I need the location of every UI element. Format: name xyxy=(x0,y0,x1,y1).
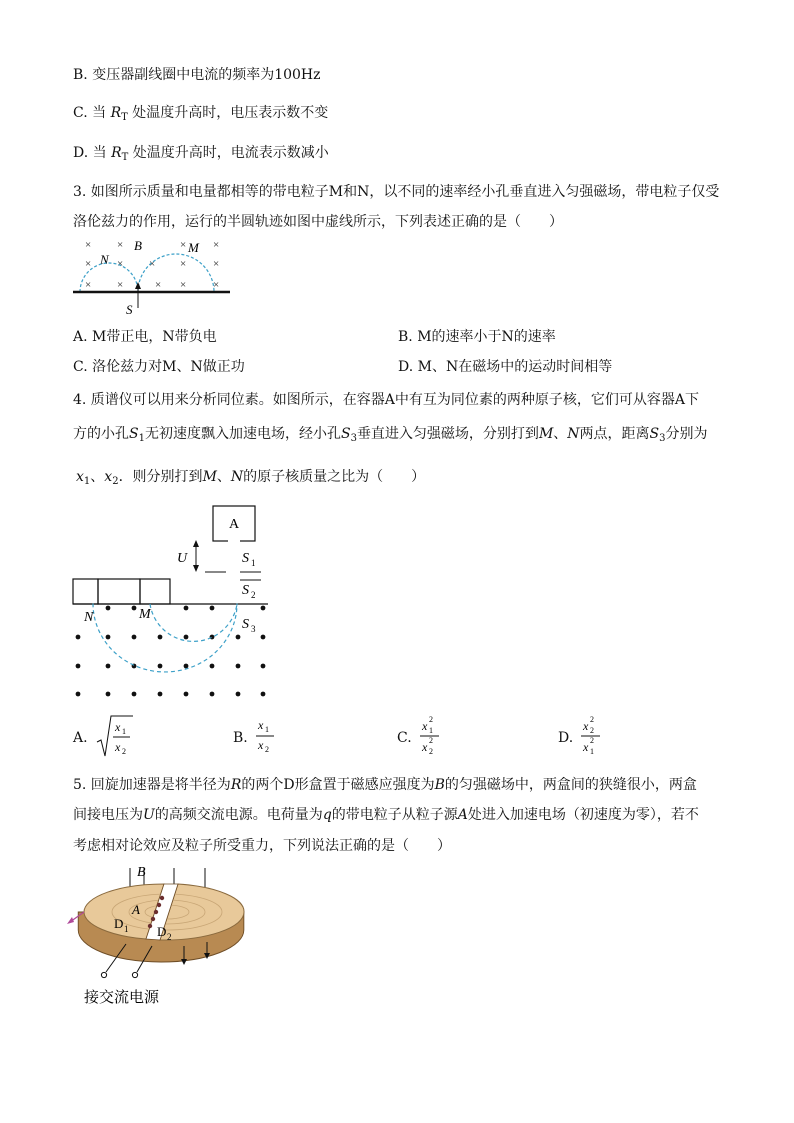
q4-path-m xyxy=(150,604,237,641)
svg-text:×: × xyxy=(85,258,92,270)
svg-text:1: 1 xyxy=(251,558,256,568)
svg-text:×: × xyxy=(85,279,92,291)
q4-label-s1: S xyxy=(242,551,249,566)
q4-path-n xyxy=(93,604,237,672)
q4-label-m: M xyxy=(139,607,151,622)
q3-figure xyxy=(70,236,240,320)
svg-text:x: x xyxy=(422,740,428,754)
q4-stem-line2: 方的小孔$S_1$无初速度飘入加速电场，经小孔$S_3$垂直进入匀强磁场，分别打到M、N两点，距离$S_3$分别为 xyxy=(73,426,708,444)
q4-detector-box xyxy=(140,579,170,604)
q4-stem-line1: 4. 质谱仪可以用来分析同位素。如图所示，在容器A中有互为同位素的两种原子核，它们可从容器A下 xyxy=(73,392,700,408)
svg-text:x: x xyxy=(422,719,428,733)
svg-text:2: 2 xyxy=(167,932,172,942)
svg-text:x: x xyxy=(115,720,121,734)
svg-text:×: × xyxy=(213,239,220,251)
svg-text:×: × xyxy=(180,279,187,291)
svg-text:×: × xyxy=(155,279,162,291)
svg-text:1: 1 xyxy=(124,924,129,934)
q4-option-d-formula xyxy=(580,713,604,763)
q4-stem-line3: $x_1$、$x_2$．则分别打到M、N的原子核质量之比为（ ） xyxy=(76,469,426,487)
svg-text:x: x xyxy=(258,718,264,732)
svg-text:2: 2 xyxy=(590,726,594,735)
svg-text:2: 2 xyxy=(590,715,594,724)
svg-text:×: × xyxy=(180,258,187,270)
svg-text:2: 2 xyxy=(429,715,433,724)
svg-text:×: × xyxy=(117,279,124,291)
q5-label-a: A xyxy=(132,902,140,917)
q3-label-m: M xyxy=(188,240,199,255)
q3-label-s: S xyxy=(126,302,133,317)
q2-option-c: C. 当 $R_T$ 处温度升高时，电压表示数不变 xyxy=(73,105,329,123)
svg-text:2: 2 xyxy=(429,736,433,745)
q5-figure xyxy=(62,860,262,1010)
q3-label-n: N xyxy=(100,252,109,267)
q5-stem-line3: 考虑相对论效应及粒子所受重力，下列说法正确的是（ ） xyxy=(73,838,451,854)
q5-caption: 接交流电源 xyxy=(84,990,160,1006)
q4-option-b: B. xyxy=(233,730,248,746)
q2-option-b: B. 变压器副线圈中电流的频率为100Hz xyxy=(73,67,321,83)
svg-text:x: x xyxy=(115,740,121,754)
q3-option-d: D. M、N在磁场中的运动时间相等 xyxy=(398,359,613,375)
q3-option-b: B. M的速率小于N的速率 xyxy=(398,329,556,345)
svg-text:×: × xyxy=(180,239,187,251)
q4-label-n: N xyxy=(84,610,94,625)
svg-text:2: 2 xyxy=(251,590,256,600)
svg-text:2: 2 xyxy=(429,747,433,756)
svg-text:1: 1 xyxy=(429,726,433,735)
svg-text:×: × xyxy=(149,258,156,270)
q5-stem-line1: 5. 回旋加速器是将半径为R的两个D形盒置于磁感应强度为B的匀强磁场中，两盒间的狭缝很小，两盒 xyxy=(73,777,697,793)
q4-option-a-formula xyxy=(95,712,135,764)
q2-option-d: D. 当 $R_T$ 处温度升高时，电流表示数减小 xyxy=(73,145,329,163)
svg-text:1: 1 xyxy=(590,747,594,756)
q3-stem-line1: 3. 如图所示质量和电量都相等的带电粒子M和N，以不同的速率经小孔垂直进入匀强磁场，带电粒子仅受 xyxy=(73,184,720,200)
q3-option-a: A. M带正电，N带负电 xyxy=(73,329,217,345)
svg-text:2: 2 xyxy=(590,736,594,745)
svg-text:1: 1 xyxy=(265,725,269,734)
svg-text:x: x xyxy=(583,719,589,733)
svg-text:×: × xyxy=(213,258,220,270)
q3-stem-line2: 洛伦兹力的作用，运行的半圆轨迹如图中虚线所示，下列表述正确的是（ ） xyxy=(73,214,563,230)
q4-detector-box xyxy=(73,579,98,604)
q4-option-b-formula xyxy=(255,716,277,760)
svg-text:x: x xyxy=(583,740,589,754)
q4-label-s3: S xyxy=(242,617,249,632)
q4-option-d: D. xyxy=(558,730,574,746)
q4-option-c-formula xyxy=(419,713,443,763)
q5-stem-line2: 间接电压为U的高频交流电源。电荷量为q的带电粒子从粒子源A处进入加速电场（初速度为零），若不 xyxy=(73,807,699,823)
q4-figure xyxy=(68,500,278,705)
svg-text:×: × xyxy=(117,239,124,251)
q5-label-b: B xyxy=(137,865,146,880)
q3-label-b: B xyxy=(134,238,142,253)
svg-text:×: × xyxy=(117,258,124,270)
q4-option-c: C. xyxy=(397,730,412,746)
q3-option-c: C. 洛伦兹力对M、N做正功 xyxy=(73,359,245,375)
q4-option-a: A. xyxy=(73,730,88,746)
svg-text:×: × xyxy=(85,239,92,251)
q4-label-u: U xyxy=(177,551,188,566)
svg-text:2: 2 xyxy=(265,745,269,754)
q4-label-a: A xyxy=(229,517,240,532)
q4-detector-box xyxy=(98,579,140,604)
q4-field-dots xyxy=(76,606,266,697)
q4-label-s2: S xyxy=(242,583,249,598)
svg-text:2: 2 xyxy=(122,747,126,756)
q5-label-d2: D xyxy=(157,924,167,939)
svg-text:1: 1 xyxy=(122,727,126,736)
svg-text:×: × xyxy=(213,279,220,291)
svg-text:3: 3 xyxy=(251,624,256,634)
q5-label-d1: D xyxy=(114,916,124,931)
svg-text:x: x xyxy=(258,738,264,752)
